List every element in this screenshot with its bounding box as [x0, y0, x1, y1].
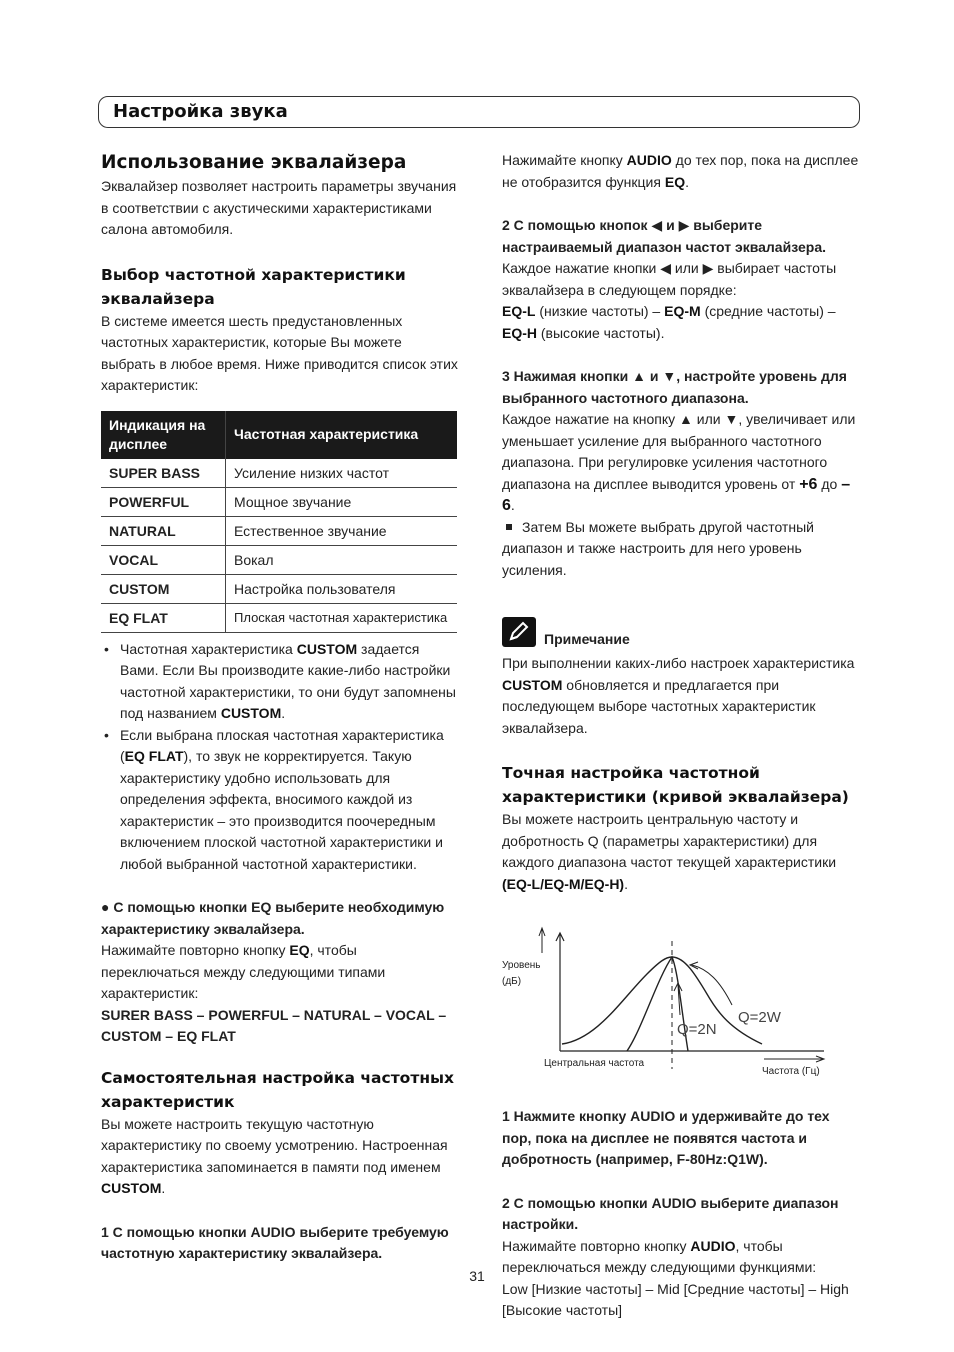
page-number: 31 — [469, 1268, 485, 1284]
list-item: • Если выбрана плоская частотная характеристика (EQ FLAT), то звук не корректируется. Такую характеристику удобно использовать для определения эффекта, вносимого каждой из характеристик – это производится поочередным включением плоской частотной характеристики и любой выбранной частотной характеристики. — [101, 725, 459, 876]
table-cell-indication: SUPER BASS — [101, 459, 226, 488]
paragraph-band-order: Каждое нажатие кнопки ◀ или ▶ выбирает частоты эквалайзера в следующем порядке: EQ-L (низкие частоты) – EQ-M (средние частоты) – EQ-H (высокие частоты). — [502, 260, 837, 341]
table-row — [101, 459, 457, 488]
graph-center-label: Центральная частота — [544, 1058, 645, 1069]
list-item: • Частотная характеристика CUSTOM задается Вами. Если Вы производите какие-либо настройки частотной характеристики, то они будут запомнены под названием CUSTOM. — [101, 639, 459, 725]
step-1-right: 1 Нажмите кнопку AUDIO и удерживайте до тех пор, пока на дисплее не появятся частота и добротность (например, F-80Hz:Q1W). — [502, 1108, 830, 1167]
note-label: Примечание — [544, 631, 630, 647]
step-3-right: 3 Нажимая кнопки ▲ и ▼, настройте уровень для выбранного частотного диапазона. — [502, 368, 847, 406]
eq-sequence: SURER BASS – POWERFUL – NATURAL – VOCAL – CUSTOM – EQ FLAT — [101, 1006, 447, 1044]
col-header-characteristic: Частотная характеристика — [226, 411, 458, 459]
table-row — [101, 516, 457, 545]
eq-curve-diagram — [502, 919, 832, 1084]
left-arrow-icon: ◀ — [651, 217, 663, 233]
paragraph-fine-tune: Вы можете настроить центральную частоту и добротность Q (параметры характеристики) для каждого диапазона частот текущей характеристики (EQ-L/EQ-M/EQ-H). — [502, 811, 837, 892]
heading-self-setup: Самостоятельная настройка частотных характеристик — [101, 1068, 455, 1111]
heading-fine-tune: Точная настройка частотной характеристики (кривой эквалайзера) — [502, 764, 849, 806]
paragraph-level: Каждое нажатие на кнопку ▲ или ▼, увеличивает или уменьшает усиление для выбранного частотного диапазона. При регулировке усиления частотного диапазона на дисплее выводится уровень от +6 до –6. — [502, 411, 856, 514]
right-arrow-icon: ▶ — [702, 260, 714, 276]
table-cell-indication: CUSTOM — [101, 574, 226, 603]
heading-select-eq: Выбор частотной характеристики эквалайзера — [101, 265, 406, 308]
graph-ylabel: Уровень — [502, 960, 541, 971]
table-cell-description: Усиление низких частот — [226, 459, 458, 488]
table-row — [101, 487, 457, 516]
eq-table — [101, 411, 457, 633]
section-title: Настройка звука — [113, 101, 288, 122]
heading-equalizer: Использование эквалайзера — [101, 152, 407, 173]
graph-q2n-label: Q=2N — [677, 1021, 717, 1038]
graph-ylabel-unit: (дБ) — [502, 976, 522, 987]
square-bullet-icon — [506, 524, 512, 530]
up-arrow-icon: ▲ — [632, 368, 646, 384]
table-cell-description: Настройка пользователя — [226, 574, 458, 603]
down-arrow-icon: ▼ — [724, 411, 739, 427]
paragraph-eq-toggle: Нажимайте повторно кнопку EQ, чтобы переключаться между следующими типами характеристик: — [101, 942, 386, 1001]
left-arrow-icon: ◀ — [660, 260, 672, 276]
paragraph-audio-toggle: Нажимайте повторно кнопку AUDIO, чтобы переключаться между следующими функциями: — [502, 1237, 817, 1275]
right-column — [502, 150, 862, 1322]
bullet-list — [101, 639, 459, 876]
paragraph-band-sequence: Low [Низкие частоты] – Mid [Средние частоты] – High [Высокие частоты] — [502, 1280, 849, 1318]
step-eq: ● С помощью кнопки EQ выберите необходимую характеристику эквалайзера. — [101, 899, 445, 937]
pencil-note-icon — [502, 617, 536, 647]
eq-table-header — [101, 411, 457, 459]
table-row — [101, 545, 457, 574]
col-header-indication: Индикация на дисплее — [101, 411, 226, 459]
table-cell-indication: VOCAL — [101, 545, 226, 574]
right-arrow-icon: ▶ — [678, 217, 690, 233]
table-row — [101, 574, 457, 603]
table-cell-indication: POWERFUL — [101, 487, 226, 516]
step-1-left: 1 С помощью кнопки AUDIO выберите требуемую частотную характеристику эквалайзера. — [101, 1223, 449, 1261]
table-cell-indication: EQ FLAT — [101, 603, 226, 632]
note-text: При выполнении каких-либо настроек характеристика CUSTOM обновляется и предлагается при последующем выборе частотных характеристик эквалайзера. — [502, 655, 855, 736]
paragraph-select-eq: В системе имеется шесть предустановленных частотных характеристик, которые Вы можете выбрать в любое время. Ниже приводится список этих характеристик: — [101, 312, 458, 393]
paragraph-self-setup: Вы можете настроить текущую частотную характеристику по своему усмотрению. Настроенная характеристика запоминается в памяти под именем CUSTOM. — [101, 1115, 448, 1196]
table-cell-description: Естественное звучание — [226, 516, 458, 545]
paragraph-equalizer: Эквалайзер позволяет настроить параметры звучания в соответствии с акустическими характеристиками салона автомобиля. — [101, 178, 457, 237]
step-2-right: 2 С помощью кнопок ◀ и ▶ выберите настраиваемый диапазон частот эквалайзера. — [502, 217, 826, 255]
table-cell-description: Мощное звучание — [226, 487, 458, 516]
note-heading — [502, 617, 862, 647]
graph-xlabel: Частота (Гц) — [762, 1066, 820, 1077]
left-column — [101, 150, 459, 1265]
table-cell-description: Вокал — [226, 545, 458, 574]
section-header — [98, 96, 860, 128]
step-2-audio: 2 С помощью кнопки AUDIO выберите диапазон настройки. — [502, 1194, 839, 1232]
table-cell-description: Плоская частотная характеристика — [226, 603, 458, 632]
graph-q2w-label: Q=2W — [738, 1009, 781, 1026]
table-cell-indication: NATURAL — [101, 516, 226, 545]
paragraph-audio-eq: Нажимайте кнопку AUDIO до тех пор, пока на дисплее не отобразится функция EQ. — [502, 152, 859, 190]
down-arrow-icon: ▼ — [662, 368, 677, 384]
paragraph-level-note: Затем Вы можете выбрать другой частотный диапазон и также настроить для него уровень усиления. — [502, 518, 814, 578]
up-arrow-icon: ▲ — [679, 411, 693, 427]
table-row — [101, 603, 457, 632]
